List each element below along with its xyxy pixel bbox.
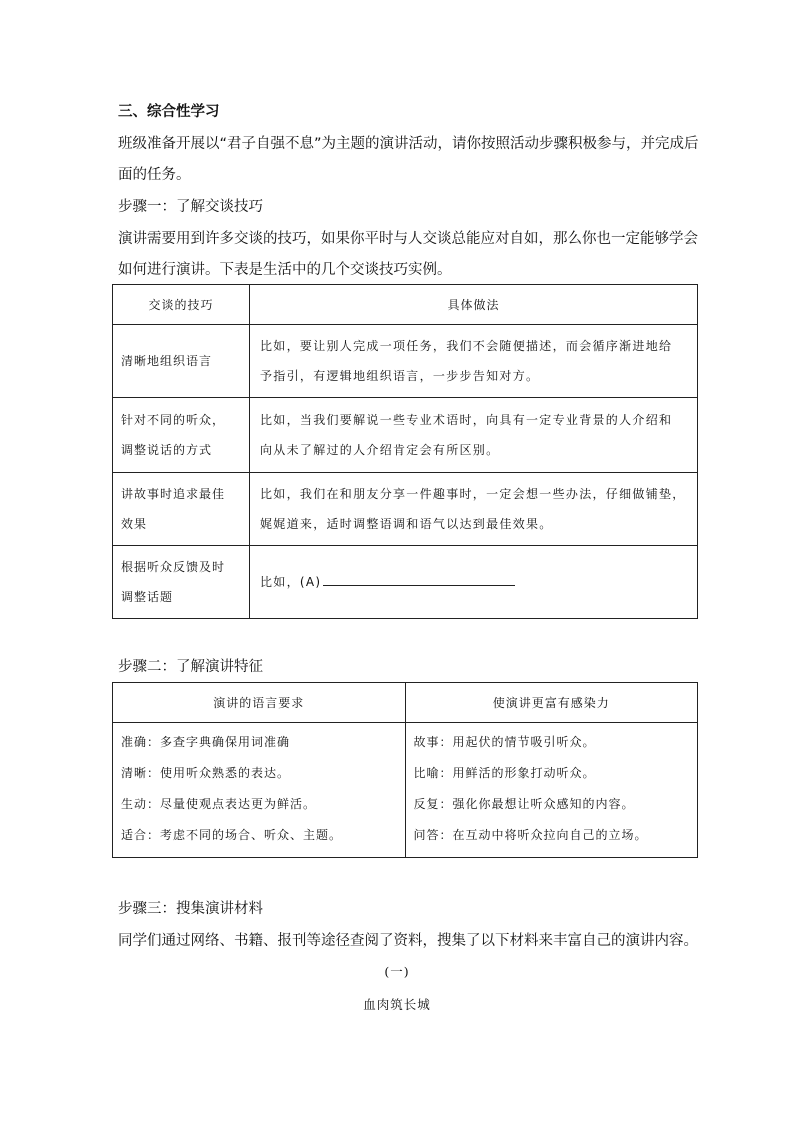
intro-line-2: 面的任务。 [118,167,191,183]
list-item: 适合：考虑不同的场合、听众、主题。 [121,828,343,842]
speech-features-table [112,682,698,858]
skill-text: 调整说话的方式 [121,443,213,457]
method-prefix: 比如，(A) [260,575,322,589]
step2-title: 步骤二：了解演讲特征 [118,659,263,675]
skill-text: 清晰地组织语言 [121,354,213,368]
table-header-method: 具体做法 [250,285,698,325]
skill-text: 效果 [121,517,148,531]
part-label: (一) [384,964,410,979]
list-item: 故事：用起伏的情节吸引听众。 [413,735,596,749]
table-row [113,325,698,398]
method-text: 比如，我们在和朋友分享一件趣事时，一定会想一些办法，仔细做铺垫， [260,487,686,501]
list-item: 准确：多查字典确保用词准确 [121,735,291,749]
skill-text: 根据听众反馈及时 [121,560,226,574]
table-header-skill: 交谈的技巧 [113,285,250,325]
list-item: 问答：在互动中将听众拉向自己的立场。 [413,828,648,842]
method-text: 娓娓道来，适时调整语调和语气以达到最佳效果。 [260,517,553,531]
list-item: 比喻：用鲜活的形象打动听众。 [413,766,596,780]
answer-blank-a[interactable] [323,571,515,586]
table-row [113,473,698,546]
table-row [113,398,698,473]
method-text: 比如，要让别人完成一项任务，我们不会随便描述，而会循序渐进地给 [260,339,673,353]
list-item: 生动：尽量使观点表达更为鲜活。 [121,797,317,811]
skill-text: 调整话题 [121,590,174,604]
method-text: 予指引，有逻辑地组织语言，一步步告知对方。 [260,369,540,383]
method-text: 比如，当我们要解说一些专业术语时，向具有一定专业背景的人介绍和 [260,413,673,427]
intro-line-1: 班级准备开展以“君子自强不息”为主题的演讲活动，请你按照活动步骤积极参与，并完成后 [118,136,699,152]
step1-title: 步骤一：了解交谈技巧 [118,199,263,215]
conversation-skills-table [112,284,698,619]
table-header-appeal: 使演讲更富有感染力 [405,683,698,723]
table-row [113,546,698,619]
skill-text: 讲故事时追求最佳 [121,487,226,501]
method-text: 向从未了解过的人介绍肯定会有所区别。 [260,443,500,457]
list-item: 反复：强化你最想让听众感知的内容。 [413,797,635,811]
table-header-language: 演讲的语言要求 [113,683,406,723]
step3-text: 同学们通过网络、书籍、报刊等途径查阅了资料，搜集了以下材料来丰富自己的演讲内容。 [118,933,698,949]
skill-text: 针对不同的听众， [121,413,226,427]
article-title: 血肉筑长城 [363,997,431,1012]
list-item: 清晰：使用听众熟悉的表达。 [121,766,291,780]
section-title: 三、综合性学习 [118,104,220,120]
step1-text-line-1: 演讲需要用到许多交谈的技巧，如果你平时与人交谈总能应对自如，那么你也一定能够学会 [118,231,698,247]
step1-text-line-2: 如何进行演讲。下表是生活中的几个交谈技巧实例。 [118,262,452,278]
step3-title: 步骤三：搜集演讲材料 [118,901,263,917]
